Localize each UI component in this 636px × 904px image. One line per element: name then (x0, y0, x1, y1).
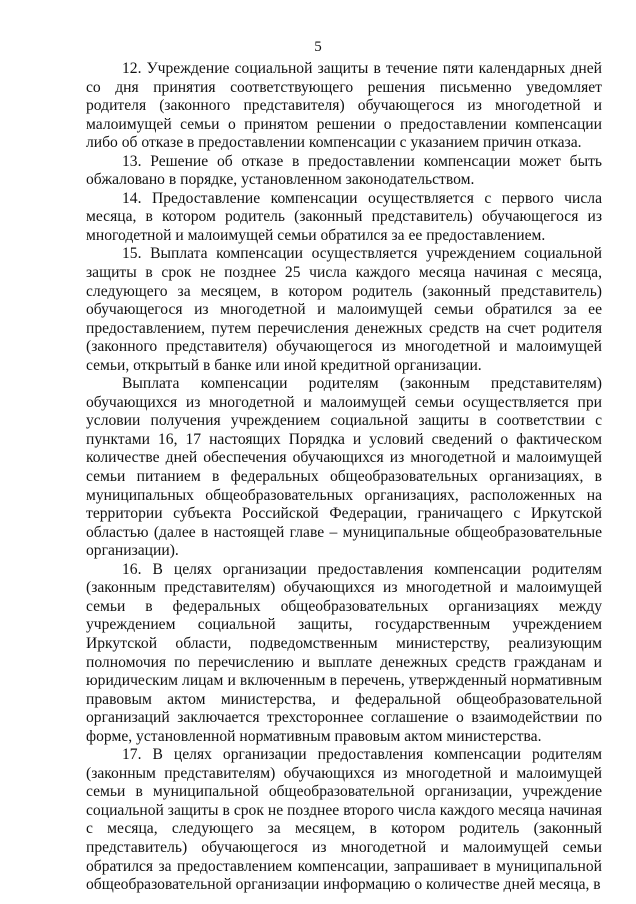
paragraph-13: 13. Решение об отказе в предоставлении компенсации может быть обжаловано в порядке, установленном законодательством. (86, 152, 602, 189)
paragraph-15: 15. Выплата компенсации осуществляется учреждением социальной защиты в срок не позднее 25 числа каждого месяца начиная с месяца, следующего за месяцем, в котором родитель (законный представитель) обучающегося из многодетной и малоимущей семьи обратился за ее предоставлением, путем перечисления денежных средств на счет родителя (законного представителя) обучающегося из многодетной и малоимущей семьи, открытый в банке или иной кредитной организации. (86, 245, 602, 374)
paragraph-14: 14. Предоставление компенсации осуществляется с первого числа месяца, в котором родитель (законный представитель) обучающегося из многодетной и малоимущей семьи обратился за ее предоставлением. (86, 189, 602, 244)
paragraph-12: 12. Учреждение социальной защиты в течение пяти календарных дней со дня принятия соответствующего решения письменно уведомляет родителя (законного представителя) обучающегося из многодетной и малоимущей семьи о принятом решении о предоставлении компенсации либо об отказе в предоставлении компенсации с указанием причин отказа. (86, 60, 602, 152)
paragraph-16: 16. В целях организации предоставления компенсации родителям (законным представителям) обучающихся из многодетной и малоимущей семьи в федеральных общеобразовательных организациях между учреждением социальной защиты, государственным учреждением Иркутской области, подведомственным министерству, реализующим полномочия по перечислению и выплате денежных средств гражданам и юридическим лицам и включенным в перечень, утвержденный нормативным правовым актом министерства, и федеральной общеобразовательной организаций заключается трехстороннее соглашение о взаимодействии по форме, установленной нормативным правовым актом министерства. (86, 560, 602, 745)
document-body (86, 60, 602, 895)
page-number: 5 (314, 39, 322, 55)
paragraph-15-payment-conditions: Выплата компенсации родителям (законным представителям) обучающихся из многодетной и малоимущей семьи осуществляется при условии получения учреждением социальной защиты в соответствии с пунктами 16, 17 настоящих Порядка и условий сведений о фактическом количестве дней обеспечения обучающихся из многодетной и малоимущей семьи питанием в федеральных общеобразовательных организациях, в муниципальных общеобразовательных организациях, расположенных на территории субъекта Российской Федерации, граничащего с Иркутской областью (далее в настоящей главе – муниципальные общеобразовательные организации). (86, 375, 602, 560)
paragraph-17: 17. В целях организации предоставления компенсации родителям (законным представителям) обучающихся из многодетной и малоимущей семьи в муниципальной общеобразовательной организации, учреждение социальной защиты в срок не позднее второго числа каждого месяца начиная с месяца, следующего за месяцем, в котором родитель (законный представитель) обучающегося из многодетной и малоимущей семьи обратился за предоставлением компенсации, запрашивает в муниципальной общеобразовательной организации информацию о количестве дней месяца, в (86, 746, 602, 894)
